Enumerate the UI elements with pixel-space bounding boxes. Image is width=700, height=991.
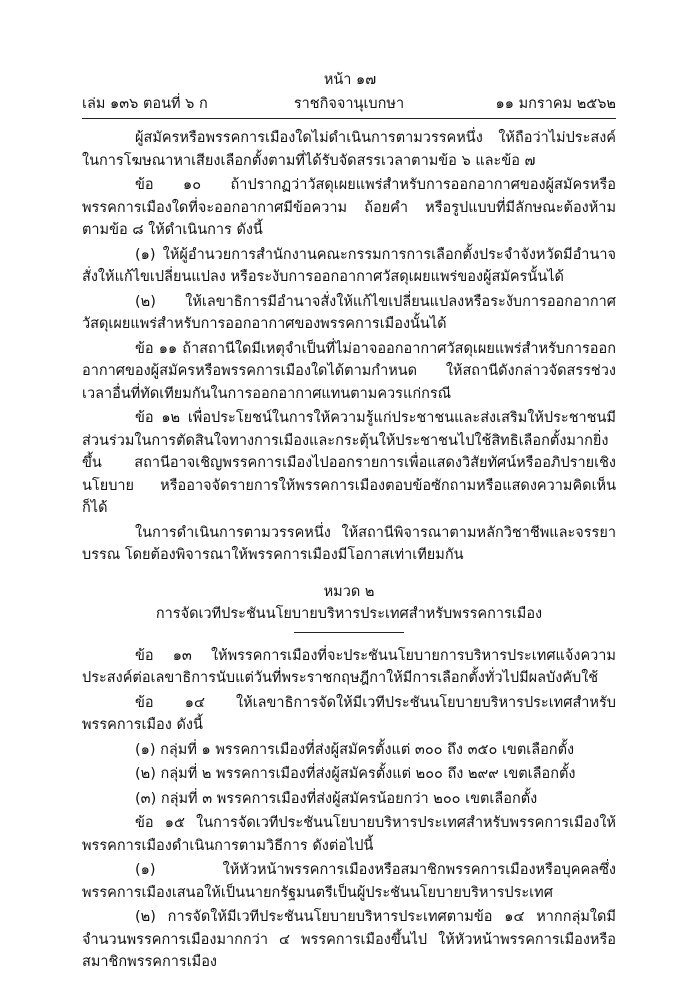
paragraph: ในการดำเนินการตามวรรคหนึ่ง ให้สถานีพิจารณาตามหลักวิชาชีพและจรรยาบรรณ โดยต้องพิจารณาให้พรรคการเมืองมีโอกาสเท่าเทียมกัน <box>82 524 616 563</box>
paragraph-clause-10: ข้อ ๑๐ ถ้าปรากฏว่าวัสดุเผยแพร่สำหรับการออกอากาศของผู้สมัครหรือพรรคการเมืองใดที่จะออกอากาศมีข้อความ ถ้อยคำ หรือรูปแบบที่มีลักษณะต้องห้ามตามข้อ ๘ ให้ดำเนินการ ดังนี้ <box>82 177 616 238</box>
paragraph-clause-11: ข้อ ๑๑ ถ้าสถานีใดมีเหตุจำเป็นที่ไม่อาจออกอากาศวัสดุเผยแพร่สำหรับการออกอากาศของผู้สมัครหรือพรรคการเมืองใดได้ตามกำหนด ให้สถานีดังกล่าวจัดสรรช่วงเวลาอื่นที่ทัดเทียมกันในการออกอากาศแทนตามควรแก่กรณี <box>82 340 616 402</box>
paragraph-item: (๒) ให้เลขาธิการมีอำนาจสั่งให้แก้ไขเปลี่ยนแปลงหรือระงับการออกอากาศวัสดุเผยแพร่สำหรับการออกอากาศของพรรคการเมืองนั้นได้ <box>82 293 616 332</box>
paragraph-item: (๒) การจัดให้มีเวทีประชันนโยบายบริหารประเทศตามข้อ ๑๔ หากกลุ่มใดมีจำนวนพรรคการเมืองมากกว่า ๔ พรรคการเมืองขึ้นไป ให้หัวหน้าพรรคการเมืองหรือสมาชิกพรรคการเมือง <box>82 909 616 970</box>
section-number: หมวด ๒ <box>323 583 375 600</box>
paragraph-clause-15: ข้อ ๑๕ ในการจัดเวทีประชันนโยบายบริหารประเทศสำหรับพรรคการเมืองให้พรรคการเมืองดำเนินการตามวิธีการ ดังต่อไปนี้ <box>82 815 616 854</box>
paragraph-item: (๓) กลุ่มที่ ๓ พรรคการเมืองที่ส่งผู้สมัครน้อยกว่า ๒๐๐ เขตเลือกตั้ง <box>135 790 538 807</box>
header-rule <box>82 118 616 119</box>
running-header <box>82 92 616 114</box>
section-title: การจัดเวทีประชันนโยบายบริหารประเทศสำหรับพรรคการเมือง <box>155 606 543 622</box>
page-number: หน้า ๑๗ <box>323 72 377 88</box>
paragraph-item: (๑) กลุ่มที่ ๑ พรรคการเมืองที่ส่งผู้สมัครตั้งแต่ ๓๐๐ ถึง ๓๕๐ เขตเลือกตั้ง <box>135 741 575 758</box>
paragraph-item: (๑) ให้ผู้อำนวยการสำนักงานคณะกรรมการการเลือกตั้งประจำจังหวัดมีอำนาจสั่งให้แก้ไขเปลี่ยนแปลง หรือระงับการออกอากาศวัสดุเผยแพร่ของผู้สมัครนั้นได้ <box>82 246 616 285</box>
paragraph-item: (๒) กลุ่มที่ ๒ พรรคการเมืองที่ส่งผู้สมัครตั้งแต่ ๒๐๐ ถึง ๒๙๙ เขตเลือกตั้ง <box>135 766 576 782</box>
paragraph-clause-13: ข้อ ๑๓ ให้พรรคการเมืองที่จะประชันนโยบายการบริหารประเทศแจ้งความประสงค์ต่อเลขาธิการนับแต่วันที่พระราชกฤษฎีกาให้มีการเลือกตั้งทั่วไปมีผลบังคับใช้ <box>82 647 616 686</box>
paragraph-clause-12: ข้อ ๑๒ เพื่อประโยชน์ในการให้ความรู้แก่ประชาชนและส่งเสริมให้ประชาชนมีส่วนร่วมในการตัดสินใจทางการเมืองและกระตุ้นให้ประชาชนไปใช้สิทธิเลือกตั้งมากยิ่งขึ้น สถานีอาจเชิญพรรคการเมืองไปออกรายการเพื่อแสดงวิสัยทัศน์หรืออภิปรายเชิงนโยบาย หรืออาจจัดรายการให้พรรคการเมืองตอบข้อซักถามหรือแสดงความคิดเห็นก็ได้ <box>82 410 616 516</box>
paragraph-item: (๑) ให้หัวหน้าพรรคการเมืองหรือสมาชิกพรรคการเมืองหรือบุคคลซึ่งพรรคการเมืองเสนอให้เป็นนายกรัฐมนตรีเป็นผู้ประชันนโยบายบริหารประเทศ <box>82 862 616 901</box>
section-rule <box>294 632 404 633</box>
paragraph: ผู้สมัครหรือพรรคการเมืองใดไม่ดำเนินการตามวรรคหนึ่ง ให้ถือว่าไม่ประสงค์ในการโฆษณาหาเสียงเลือกตั้งตามที่ได้รับจัดสรรเวลาตามข้อ ๖ และข้อ ๗ <box>82 130 616 169</box>
document-body <box>82 127 616 974</box>
issue-date: ๑๑ มกราคม ๒๕๖๒ <box>495 96 616 112</box>
spacer <box>82 567 616 581</box>
gazette-name: ราชกิจจานุเบกษา <box>293 96 405 112</box>
volume-info: เล่ม ๑๓๖ ตอนที่ ๖ ก <box>82 96 208 112</box>
paragraph-clause-14: ข้อ ๑๔ ให้เลขาธิการจัดให้มีเวทีประชันนโยบายบริหารประเทศสำหรับพรรคการเมือง ดังนี้ <box>82 694 616 733</box>
